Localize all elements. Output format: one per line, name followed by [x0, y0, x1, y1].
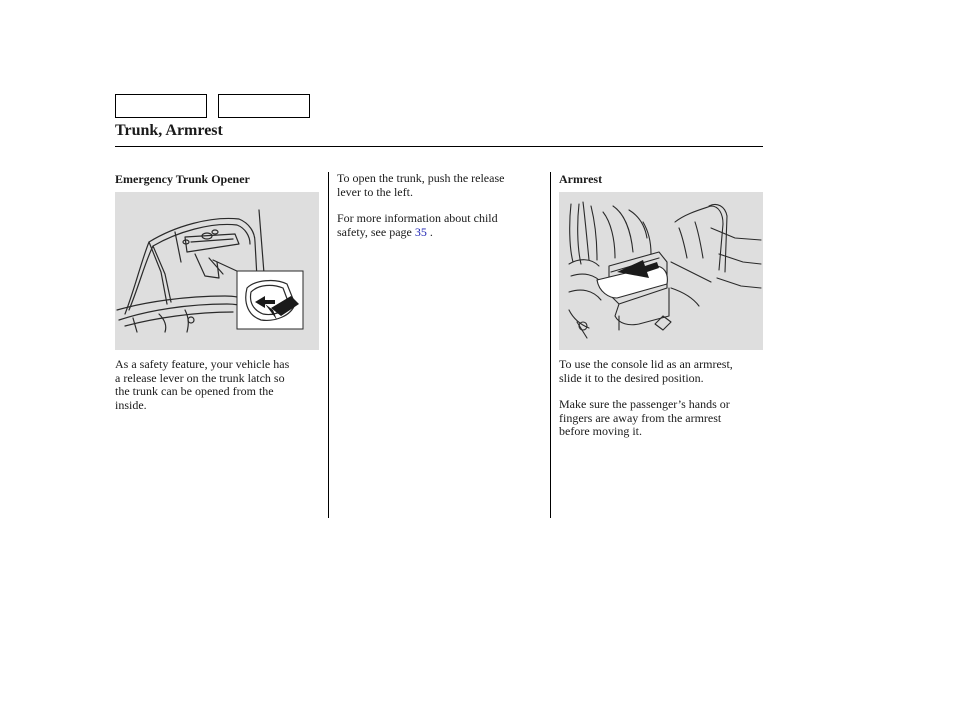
armrest-illustration — [559, 192, 763, 350]
nav-button-next[interactable] — [218, 94, 310, 118]
column-divider-2 — [550, 172, 551, 518]
section-heading-emergency-trunk-opener: Emergency Trunk Opener — [115, 172, 250, 186]
title-divider — [115, 146, 763, 147]
text-line: the trunk can be opened from the — [115, 384, 274, 398]
text-line: For more information about child — [337, 211, 498, 225]
text-line: Make sure the passenger’s hands or — [559, 397, 730, 411]
armrest-safety-text — [559, 398, 730, 439]
trunk-opener-illustration — [115, 192, 319, 350]
text-line: To open the trunk, push the release — [337, 171, 505, 185]
text-line: slide it to the desired position. — [559, 370, 704, 385]
open-trunk-instruction — [337, 172, 504, 199]
text-line: . — [426, 224, 433, 239]
text-line: a release lever on the trunk latch so — [115, 370, 285, 385]
page-title: Trunk, Armrest — [115, 122, 223, 139]
trunk-opener-description — [115, 358, 289, 412]
text-line: lever to the left. — [337, 184, 413, 199]
text-line: before moving it. — [559, 424, 642, 438]
text-line: To use the console lid as an armrest, — [559, 357, 733, 371]
text-line: safety, see page — [337, 224, 415, 239]
page-35-link[interactable]: 35 — [414, 224, 427, 239]
armrest-drawing — [559, 192, 763, 350]
nav-button-previous[interactable] — [115, 94, 207, 118]
child-safety-reference — [337, 212, 498, 239]
text-line: fingers are away from the armrest — [559, 410, 722, 425]
text-line: As a safety feature, your vehicle has — [115, 357, 290, 371]
armrest-usage-text — [559, 358, 733, 385]
text-line: inside. — [115, 397, 147, 412]
section-heading-armrest: Armrest — [559, 172, 603, 186]
column-divider-1 — [328, 172, 329, 518]
trunk-lid-drawing — [115, 192, 319, 350]
